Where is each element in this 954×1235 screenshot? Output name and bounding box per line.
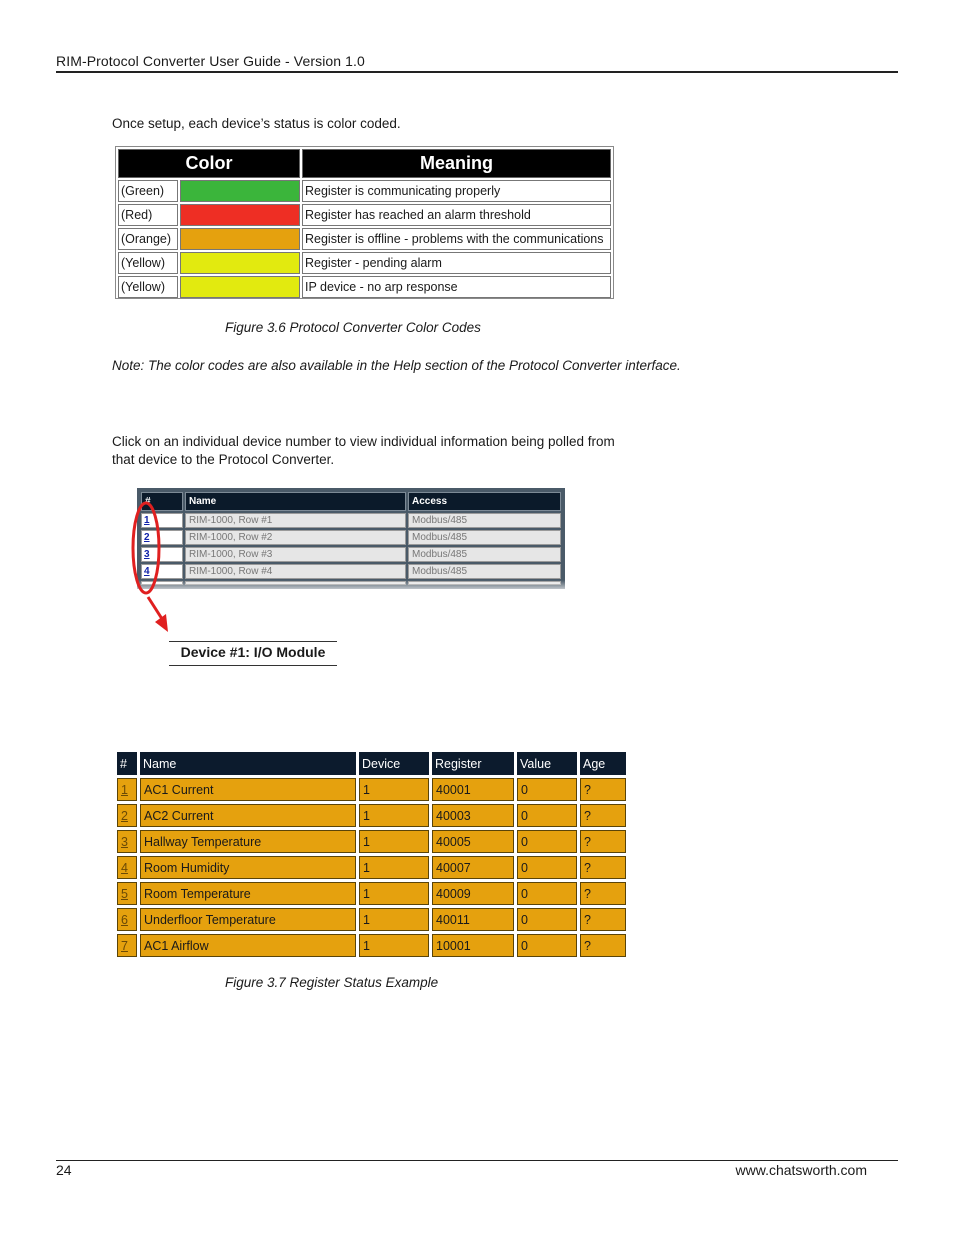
page-header-title: RIM-Protocol Converter User Guide - Version 1.0 bbox=[56, 53, 365, 69]
device-number-link[interactable]: 1 bbox=[144, 515, 150, 526]
device-name-header: Name bbox=[185, 492, 406, 511]
device-num-header: # bbox=[141, 492, 183, 511]
device-row bbox=[141, 564, 561, 579]
color-meaning: Register - pending alarm bbox=[302, 252, 611, 274]
register-number-link[interactable]: 1 bbox=[121, 782, 128, 797]
color-label: (Red) bbox=[118, 204, 178, 226]
color-label: (Yellow) bbox=[118, 252, 178, 274]
device-access: Modbus/485 bbox=[408, 530, 561, 545]
color-swatch bbox=[180, 228, 300, 250]
footer-website: www.chatsworth.com bbox=[735, 1162, 867, 1178]
color-row-orange bbox=[118, 228, 611, 250]
register-number-link[interactable]: 2 bbox=[121, 808, 128, 823]
register-row bbox=[117, 856, 626, 879]
register-status-table bbox=[117, 752, 626, 957]
register-value: 0 bbox=[517, 856, 577, 879]
register-value: 0 bbox=[517, 804, 577, 827]
register-age: ? bbox=[580, 804, 626, 827]
register-row bbox=[117, 908, 626, 931]
device-row bbox=[141, 513, 561, 528]
device-row bbox=[141, 530, 561, 545]
device-access: Modbus/485 bbox=[408, 513, 561, 528]
color-label: (Green) bbox=[118, 180, 178, 202]
register-age-header: Age bbox=[580, 752, 626, 775]
register-age: ? bbox=[580, 856, 626, 879]
register-device: 1 bbox=[359, 804, 429, 827]
register-row bbox=[117, 778, 626, 801]
color-code-table bbox=[115, 146, 614, 299]
device-access: Modbus/485 bbox=[408, 564, 561, 579]
register-value: 0 bbox=[517, 882, 577, 905]
register-register: 40003 bbox=[432, 804, 514, 827]
callout-arrow-icon bbox=[120, 500, 180, 640]
register-number-link[interactable]: 4 bbox=[121, 860, 128, 875]
register-value: 0 bbox=[517, 830, 577, 853]
register-value: 0 bbox=[517, 934, 577, 957]
register-name: Hallway Temperature bbox=[140, 830, 356, 853]
register-number-link[interactable]: 7 bbox=[121, 938, 128, 953]
header-rule bbox=[56, 71, 898, 73]
intro-text: Once setup, each device’s status is color coded. bbox=[112, 116, 401, 131]
device-list-table bbox=[122, 487, 567, 597]
click-instruction-text: Click on an individual device number to view individual information being polled from that device to the Protocol Converter. bbox=[112, 434, 615, 467]
meaning-column-header: Meaning bbox=[302, 149, 611, 178]
device-access: Modbus/485 bbox=[408, 547, 561, 562]
register-row bbox=[117, 830, 626, 853]
register-name: AC1 Current bbox=[140, 778, 356, 801]
register-age: ? bbox=[580, 778, 626, 801]
register-name: AC1 Airflow bbox=[140, 934, 356, 957]
color-swatch bbox=[180, 252, 300, 274]
device-name: RIM-1000, Row #3 bbox=[185, 547, 406, 562]
device-name: RIM-1000, Row #1 bbox=[185, 513, 406, 528]
register-row bbox=[117, 934, 626, 957]
register-device: 1 bbox=[359, 934, 429, 957]
page-number: 24 bbox=[56, 1162, 72, 1178]
register-device: 1 bbox=[359, 830, 429, 853]
register-number-link[interactable]: 5 bbox=[121, 886, 128, 901]
color-row-yellow bbox=[118, 252, 611, 274]
color-swatch bbox=[180, 204, 300, 226]
device-name: RIM-1000, Row #2 bbox=[185, 530, 406, 545]
device-number-link[interactable]: 4 bbox=[144, 566, 150, 577]
register-register: 40001 bbox=[432, 778, 514, 801]
module-label: Device #1: I/O Module bbox=[169, 641, 337, 666]
note-text: Note: The color codes are also available in the Help section of the Protocol Converter interface. bbox=[112, 358, 681, 373]
register-register-header: Register bbox=[432, 752, 514, 775]
device-access-header: Access bbox=[408, 492, 561, 511]
register-age: ? bbox=[580, 830, 626, 853]
device-name: RIM-1000, Row #4 bbox=[185, 564, 406, 579]
register-name: Underfloor Temperature bbox=[140, 908, 356, 931]
color-label: (Yellow) bbox=[118, 276, 178, 298]
color-column-header: Color bbox=[118, 149, 300, 178]
color-swatch bbox=[180, 180, 300, 202]
register-name: AC2 Current bbox=[140, 804, 356, 827]
callout-ellipse bbox=[133, 503, 159, 593]
screenshot-fade bbox=[122, 580, 567, 597]
color-meaning: Register has reached an alarm threshold bbox=[302, 204, 611, 226]
color-label: (Orange) bbox=[118, 228, 178, 250]
device-number-link[interactable]: 2 bbox=[144, 532, 150, 543]
register-register: 40005 bbox=[432, 830, 514, 853]
color-row-red bbox=[118, 204, 611, 226]
register-num-header: # bbox=[117, 752, 137, 775]
register-row bbox=[117, 882, 626, 905]
color-row-green bbox=[118, 180, 611, 202]
register-age: ? bbox=[580, 908, 626, 931]
register-number-link[interactable]: 3 bbox=[121, 834, 128, 849]
register-age: ? bbox=[580, 934, 626, 957]
device-number-link[interactable]: 3 bbox=[144, 549, 150, 560]
figure-3-7-caption: Figure 3.7 Register Status Example bbox=[225, 975, 439, 990]
color-meaning: Register is offline - problems with the communications bbox=[302, 228, 611, 250]
register-name: Room Humidity bbox=[140, 856, 356, 879]
register-device-header: Device bbox=[359, 752, 429, 775]
register-register: 40011 bbox=[432, 908, 514, 931]
register-device: 1 bbox=[359, 856, 429, 879]
register-name: Room Temperature bbox=[140, 882, 356, 905]
register-number-link[interactable]: 6 bbox=[121, 912, 128, 927]
device-row bbox=[141, 547, 561, 562]
figure-3-6-caption: Figure 3.6 Protocol Converter Color Codes bbox=[225, 320, 481, 335]
register-name-header: Name bbox=[140, 752, 356, 775]
register-device: 1 bbox=[359, 778, 429, 801]
register-register: 40007 bbox=[432, 856, 514, 879]
register-value: 0 bbox=[517, 778, 577, 801]
color-swatch bbox=[180, 276, 300, 298]
register-device: 1 bbox=[359, 882, 429, 905]
register-value-header: Value bbox=[517, 752, 577, 775]
register-row bbox=[117, 804, 626, 827]
register-device: 1 bbox=[359, 908, 429, 931]
color-row-yellow-ip bbox=[118, 276, 611, 298]
register-age: ? bbox=[580, 882, 626, 905]
color-meaning: Register is communicating properly bbox=[302, 180, 611, 202]
color-meaning: IP device - no arp response bbox=[302, 276, 611, 298]
register-register: 40009 bbox=[432, 882, 514, 905]
footer-rule bbox=[56, 1160, 898, 1161]
register-register: 10001 bbox=[432, 934, 514, 957]
register-value: 0 bbox=[517, 908, 577, 931]
